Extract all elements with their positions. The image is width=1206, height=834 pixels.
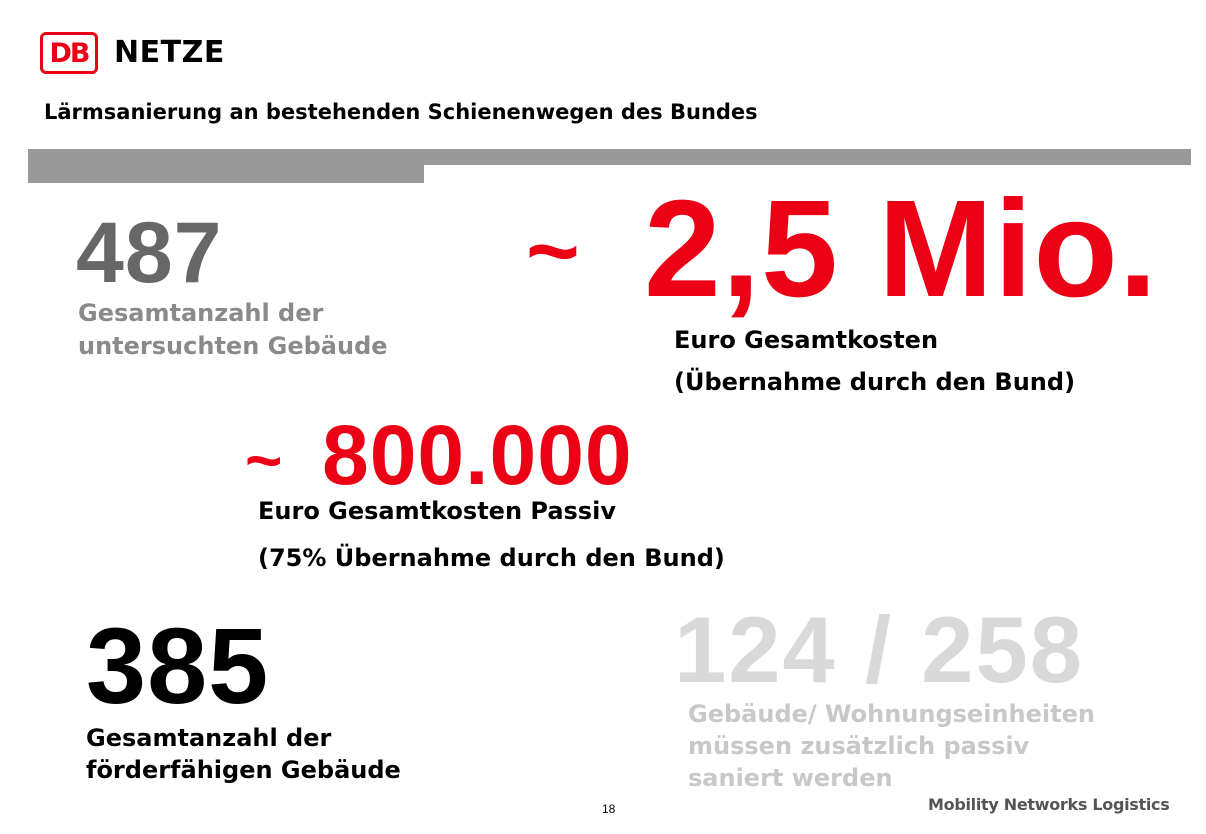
header-bar-left: [28, 149, 424, 183]
passive-cost-value: 800.000: [322, 408, 633, 502]
total-cost-tilde: ~: [526, 200, 580, 302]
total-cost-value: 2,5 Mio.: [644, 172, 1159, 326]
eligible-buildings-value: 385: [86, 605, 270, 726]
netze-wordmark: NETZE: [114, 35, 225, 70]
buildings-examined-label-line2: untersuchten Gebäude: [78, 332, 388, 360]
buildings-examined-value: 487: [76, 205, 223, 301]
db-netze-logo: [40, 30, 225, 76]
footer-slogan: Mobility Networks Logistics: [928, 795, 1170, 814]
buildings-examined-label-line1: Gesamtanzahl der: [78, 299, 324, 327]
passive-cost-label-line2: (75% Übernahme durch den Bund): [258, 544, 725, 572]
slide-title: Lärmsanierung an bestehenden Schienenwegen des Bundes: [44, 100, 758, 124]
passive-cost-label-line1: Euro Gesamtkosten Passiv: [258, 497, 616, 525]
eligible-buildings-label-line2: förderfähigen Gebäude: [86, 756, 401, 784]
passive-units-value: 124 / 258: [674, 597, 1085, 702]
passive-units-label-line2: müssen zusätzlich passiv: [688, 732, 1030, 760]
total-cost-label-line2: (Übernahme durch den Bund): [674, 368, 1076, 396]
passive-cost-tilde: ~: [245, 424, 283, 496]
total-cost-label-line1: Euro Gesamtkosten: [674, 326, 939, 354]
eligible-buildings-label-line1: Gesamtanzahl der: [86, 724, 332, 752]
passive-units-label-line3: saniert werden: [688, 764, 893, 792]
page-number: 18: [602, 802, 616, 816]
header-bar-right: [424, 149, 1191, 165]
passive-units-label-line1: Gebäude/ Wohnungseinheiten: [688, 700, 1095, 728]
db-logo-icon: DB: [40, 32, 98, 74]
